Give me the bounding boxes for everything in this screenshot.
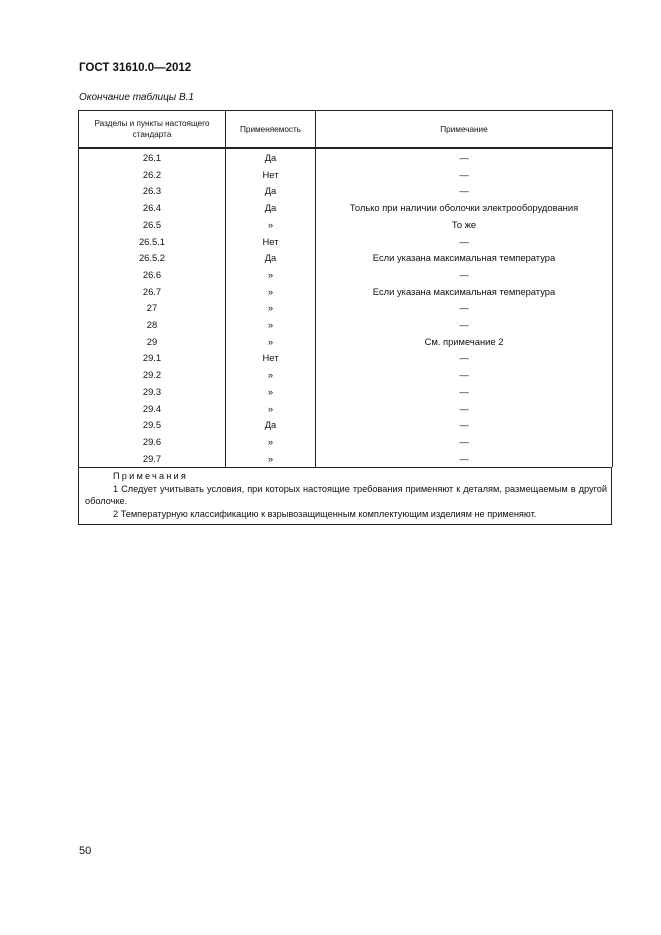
cell-note: — bbox=[316, 350, 613, 367]
table-row bbox=[79, 234, 613, 251]
cell-applicability: » bbox=[226, 284, 316, 301]
cell-section: 26.1 bbox=[79, 148, 226, 167]
cell-note: Только при наличии оболочки электрооборудования bbox=[316, 200, 613, 217]
cell-applicability: Да bbox=[226, 183, 316, 200]
table-notes bbox=[78, 467, 612, 525]
cell-applicability: » bbox=[226, 451, 316, 468]
cell-applicability: Да bbox=[226, 148, 316, 167]
document-code: ГОСТ 31610.0—2012 bbox=[79, 62, 192, 74]
cell-section: 26.5 bbox=[79, 217, 226, 234]
table-row bbox=[79, 401, 613, 418]
table-row bbox=[79, 451, 613, 468]
table-row bbox=[79, 284, 613, 301]
cell-note: — bbox=[316, 367, 613, 384]
cell-applicability: » bbox=[226, 334, 316, 351]
cell-note: — bbox=[316, 167, 613, 184]
table-row bbox=[79, 300, 613, 317]
table-container bbox=[78, 110, 612, 525]
cell-note: Если указана максимальная температура bbox=[316, 284, 613, 301]
cell-section: 26.2 bbox=[79, 167, 226, 184]
note-item-2: 2 Температурную классификацию к взрывозащищенным комплектующим изделиям не применяют. bbox=[113, 508, 537, 519]
cell-section: 29.1 bbox=[79, 350, 226, 367]
cell-section: 29.4 bbox=[79, 401, 226, 418]
table-row bbox=[79, 367, 613, 384]
cell-note: — bbox=[316, 401, 613, 418]
cell-note: — bbox=[316, 451, 613, 468]
table-caption: Окончание таблицы В.1 bbox=[79, 92, 194, 103]
cell-note: — bbox=[316, 183, 613, 200]
notes-title: Примечания bbox=[113, 471, 189, 482]
cell-note: — bbox=[316, 148, 613, 167]
cell-applicability: » bbox=[226, 401, 316, 418]
cell-applicability: Да bbox=[226, 417, 316, 434]
cell-note: Если указана максимальная температура bbox=[316, 250, 613, 267]
table-row bbox=[79, 434, 613, 451]
cell-applicability: » bbox=[226, 384, 316, 401]
cell-section: 29.5 bbox=[79, 417, 226, 434]
applicability-table bbox=[78, 110, 613, 467]
table-body bbox=[79, 148, 613, 467]
cell-section: 28 bbox=[79, 317, 226, 334]
cell-section: 29.7 bbox=[79, 451, 226, 468]
table-row bbox=[79, 267, 613, 284]
cell-section: 26.6 bbox=[79, 267, 226, 284]
cell-section: 29.3 bbox=[79, 384, 226, 401]
table-row bbox=[79, 317, 613, 334]
cell-section: 29.2 bbox=[79, 367, 226, 384]
table-header-row bbox=[79, 111, 613, 149]
cell-section: 26.7 bbox=[79, 284, 226, 301]
cell-note: — bbox=[316, 417, 613, 434]
cell-applicability: Да bbox=[226, 250, 316, 267]
cell-section: 26.5.2 bbox=[79, 250, 226, 267]
cell-note: — bbox=[316, 317, 613, 334]
table-row bbox=[79, 167, 613, 184]
cell-applicability: » bbox=[226, 317, 316, 334]
cell-section: 29.6 bbox=[79, 434, 226, 451]
table-row bbox=[79, 384, 613, 401]
table-row bbox=[79, 350, 613, 367]
table-row bbox=[79, 183, 613, 200]
cell-applicability: » bbox=[226, 367, 316, 384]
cell-note: — bbox=[316, 434, 613, 451]
table-row bbox=[79, 334, 613, 351]
table-row bbox=[79, 148, 613, 167]
cell-section: 29 bbox=[79, 334, 226, 351]
cell-section: 27 bbox=[79, 300, 226, 317]
cell-applicability: Нет bbox=[226, 350, 316, 367]
cell-section: 26.5.1 bbox=[79, 234, 226, 251]
column-header-note: Примечание bbox=[316, 111, 613, 149]
cell-section: 26.4 bbox=[79, 200, 226, 217]
cell-note: — bbox=[316, 267, 613, 284]
note-item-1: 1 Следует учитывать условия, при которых настоящие требования применяют к деталям, размещаемым в другой оболочке. bbox=[85, 483, 607, 507]
table-row bbox=[79, 217, 613, 234]
cell-applicability: Нет bbox=[226, 167, 316, 184]
cell-note: То же bbox=[316, 217, 613, 234]
cell-note: — bbox=[316, 300, 613, 317]
table-row bbox=[79, 200, 613, 217]
cell-note: См. примечание 2 bbox=[316, 334, 613, 351]
page-number: 50 bbox=[79, 845, 92, 857]
cell-note: — bbox=[316, 384, 613, 401]
cell-applicability: » bbox=[226, 267, 316, 284]
column-header-applicability: Применяемость bbox=[226, 111, 316, 149]
cell-applicability: » bbox=[226, 434, 316, 451]
table-row bbox=[79, 417, 613, 434]
cell-section: 26.3 bbox=[79, 183, 226, 200]
cell-note: — bbox=[316, 234, 613, 251]
cell-applicability: Да bbox=[226, 200, 316, 217]
table-row bbox=[79, 250, 613, 267]
cell-applicability: Нет bbox=[226, 234, 316, 251]
cell-applicability: » bbox=[226, 217, 316, 234]
column-header-sections: Разделы и пункты настоящего стандарта bbox=[79, 111, 226, 149]
cell-applicability: » bbox=[226, 300, 316, 317]
